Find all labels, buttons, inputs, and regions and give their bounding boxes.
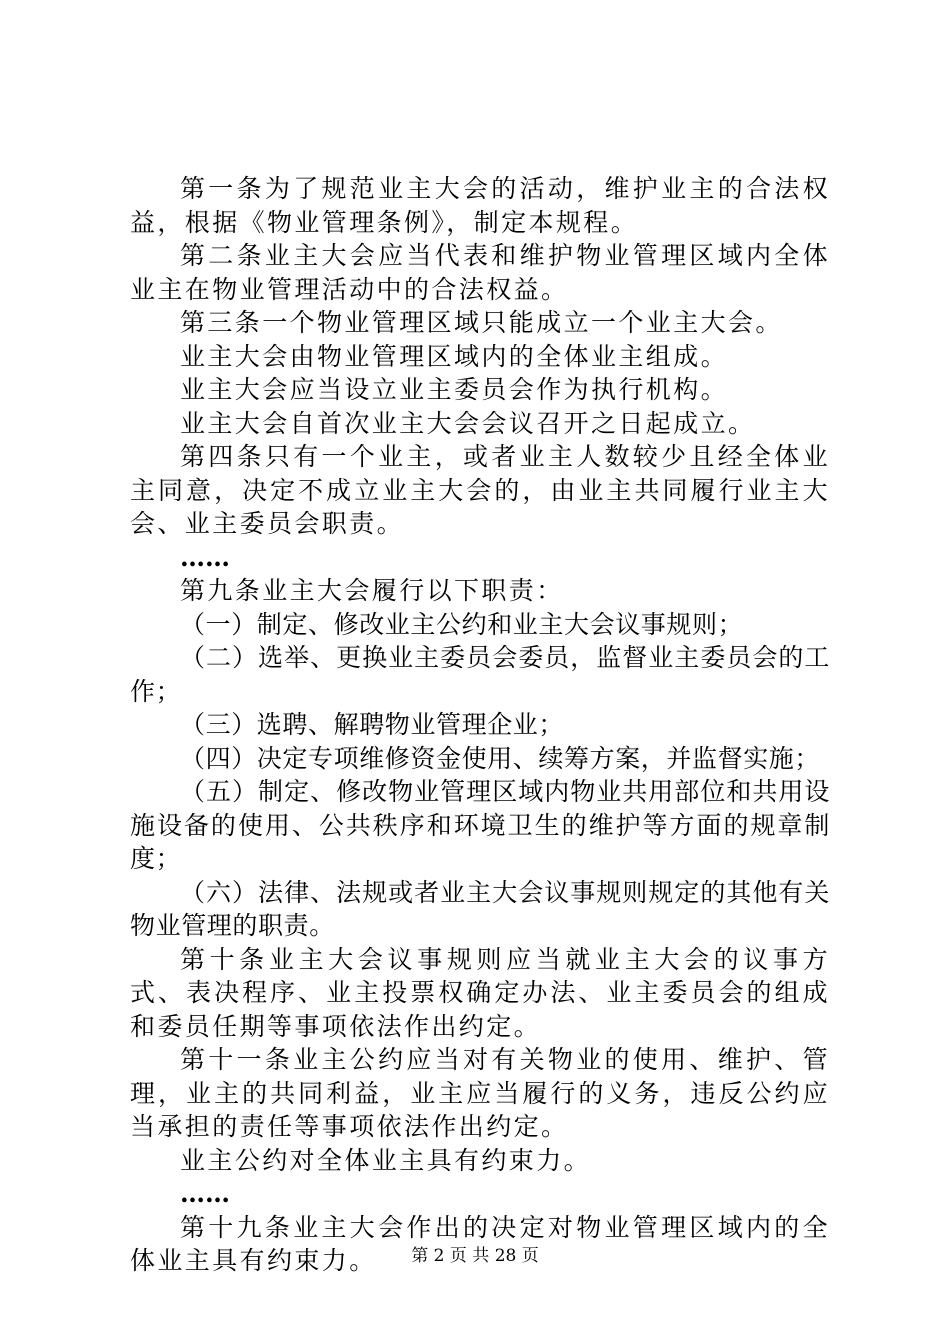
paragraph: 业主公约对全体业主具有约束力。 [180, 1145, 592, 1175]
duty-list-item: （一）制定、修改业主公约和业主大会议事规则； [180, 609, 744, 639]
paragraph: 第十一条业主公约应当对有关物业的使用、维护、管理，业主的共同利益，业主应当履行的义务，违反公约应当承担的责任等事项依法作出约定。 [130, 1045, 830, 1141]
ellipsis-separator: …… [180, 542, 230, 572]
paragraph: 第十九条业主大会作出的决定对物业管理区域内的全体业主具有约束力。 [130, 1212, 830, 1275]
duty-list-item: （四）决定专项维修资金使用、续筹方案，并监督实施； [180, 743, 821, 773]
paragraph: 第十条业主大会议事规则应当就业主大会的议事方式、表决程序、业主投票权确定办法、业主委员会的组成和委员任期等事项依法作出约定。 [130, 944, 830, 1041]
paragraph: 第一条为了规范业主大会的活动，维护业主的合法权益，根据《物业管理条例》，制定本规程。 [130, 174, 830, 237]
duty-list-item: （二）选举、更换业主委员会委员，监督业主委员会的工作； [130, 643, 830, 706]
paragraph: 业主大会自首次业主大会会议召开之日起成立。 [180, 408, 756, 438]
paragraph: 第三条一个物业管理区域只能成立一个业主大会。 [180, 308, 783, 337]
duty-list-item: （五）制定、修改物业管理区域内物业共用部位和共用设施设备的使用、公共秩序和环境卫生的维护等方面的规章制度； [130, 777, 830, 873]
paragraph: 第二条业主大会应当代表和维护物业管理区域内全体业主在物业管理活动中的合法权益。 [130, 241, 830, 304]
page-number-footer: 第 2 页 共 28 页 [411, 1246, 539, 1266]
paragraph: 第九条业主大会履行以下职责： [180, 576, 564, 605]
duty-list-item: （六）法律、法规或者业主大会议事规则规定的其他有关物业管理的职责。 [130, 877, 830, 940]
paragraph: 业主大会由物业管理区域内的全体业主组成。 [180, 341, 729, 371]
paragraph: 第四条只有一个业主，或者业主人数较少且经全体业主同意，决定不成立业主大会的，由业主共同履行业主大会、业主委员会职责。 [130, 442, 830, 538]
ellipsis-separator: …… [180, 1179, 230, 1208]
paragraph: 业主大会应当设立业主委员会作为执行机构。 [180, 375, 729, 404]
document-body [130, 172, 830, 1278]
duty-list-item: （三）选聘、解聘物业管理企业； [180, 710, 565, 739]
